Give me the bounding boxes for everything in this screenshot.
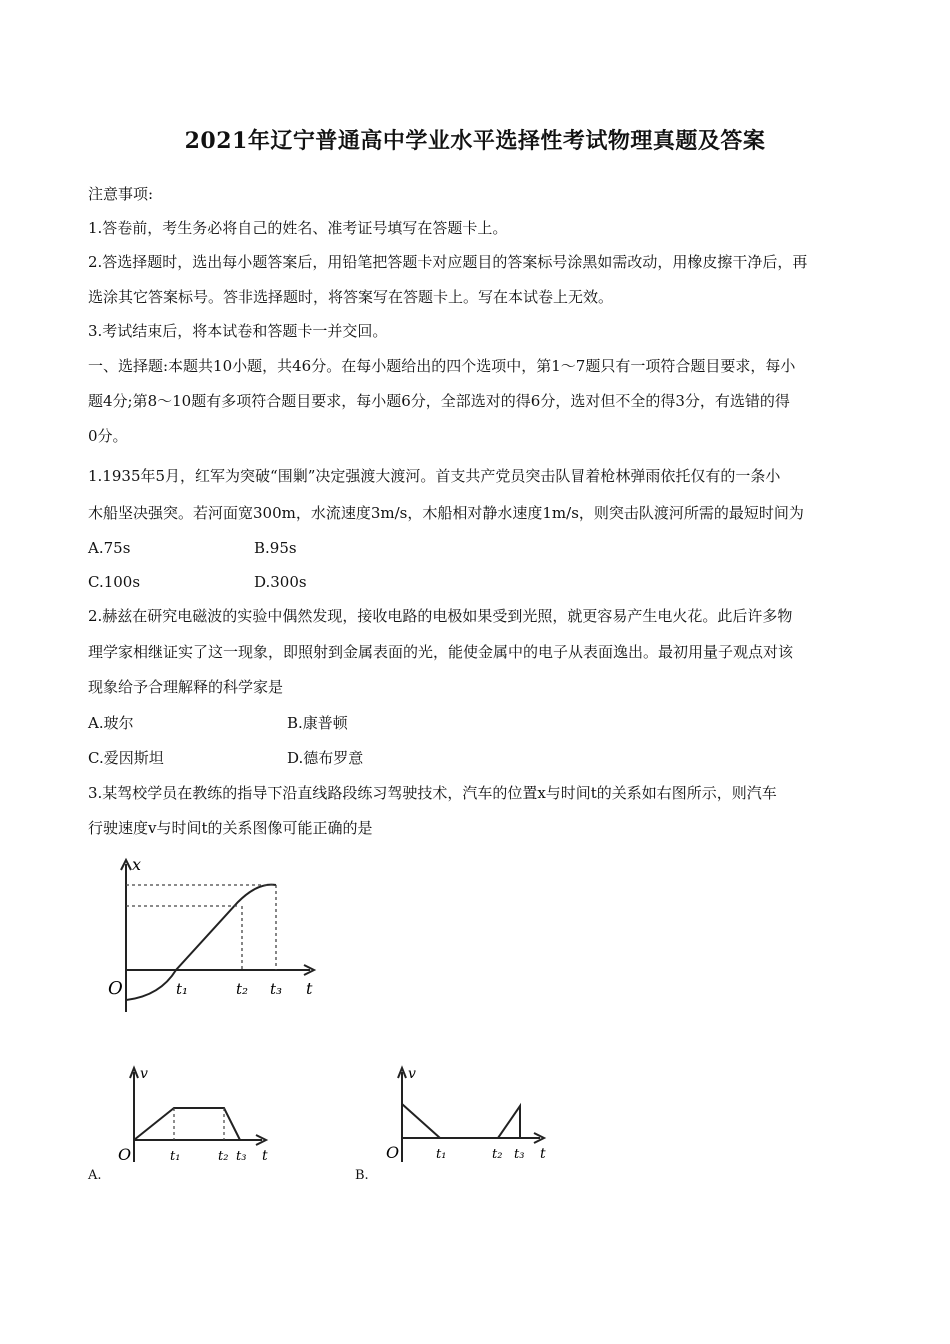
v-axis-label: v bbox=[140, 1066, 148, 1082]
q3-option-a-graph bbox=[112, 1062, 282, 1170]
origin-label: O bbox=[386, 1143, 400, 1162]
t2-label: t₂ bbox=[492, 1147, 503, 1162]
q1-line1: 1.1935年5月，红军为突破“围剿”决定强渡大渡河。首支共产党员突击队冒着枪林弹雨依托仅有的一条小 bbox=[88, 467, 781, 485]
t2-label: t₂ bbox=[218, 1149, 229, 1164]
q3-xt-graph bbox=[100, 852, 340, 1022]
notice-heading: 注意事项: bbox=[88, 185, 154, 203]
section1-line1: 一、选择题:本题共10小题，共46分。在每小题给出的四个选项中，第1～7题只有一项符合题目要求，每小 bbox=[88, 357, 796, 375]
t3-label: t₃ bbox=[270, 980, 283, 998]
q2-option-b: B.康普顿 bbox=[287, 714, 348, 732]
notice-item-2b: 选涂其它答案标号。答非选择题时，将答案写在答题卡上。写在本试卷上无效。 bbox=[88, 288, 614, 306]
xt-curve bbox=[126, 885, 276, 1000]
t-axis-label: t bbox=[306, 979, 313, 998]
q3-option-a-label: A. bbox=[88, 1168, 102, 1183]
q2-option-a: A.玻尔 bbox=[88, 714, 134, 732]
q2-option-d: D.德布罗意 bbox=[287, 749, 364, 767]
vt-curve-a bbox=[134, 1108, 240, 1140]
q1-option-d: D.300s bbox=[254, 573, 307, 591]
origin-label: O bbox=[118, 1145, 132, 1164]
t1-label: t₁ bbox=[170, 1149, 181, 1164]
q3-line2: 行驶速度v与时间t的关系图像可能正确的是 bbox=[88, 819, 373, 837]
origin-label: O bbox=[108, 978, 123, 999]
notice-item-3: 3.考试结束后，将本试卷和答题卡一并交回。 bbox=[88, 322, 388, 340]
v-axis-label: v bbox=[408, 1066, 416, 1082]
t3-label: t₃ bbox=[514, 1147, 525, 1162]
q2-option-c: C.爱因斯坦 bbox=[88, 749, 164, 767]
notice-item-2a: 2.答选择题时，选出每小题答案后，用铅笔把答题卡对应题目的答案标号涂黑如需改动，用橡皮擦干净后，再 bbox=[88, 253, 808, 271]
t2-label: t₂ bbox=[236, 980, 249, 998]
section1-line3: 0分。 bbox=[88, 427, 128, 445]
notice-item-1: 1.答卷前，考生务必将自己的姓名、准考证号填写在答题卡上。 bbox=[88, 219, 508, 237]
t1-label: t₁ bbox=[176, 980, 189, 998]
q1-option-c: C.100s bbox=[88, 573, 141, 591]
page-title: 2021年辽宁普通高中学业水平选择性考试物理真题及答案 bbox=[184, 128, 766, 154]
section1-line2: 题4分;第8～10题有多项符合题目要求，每小题6分，全部选对的得6分，选对但不全的得3分，有选错的得 bbox=[88, 392, 790, 410]
t-axis-label: t bbox=[262, 1148, 268, 1164]
q2-line2: 理学家相继证实了这一现象，即照射到金属表面的光，能使金属中的电子从表面逸出。最初用量子观点对该 bbox=[88, 643, 794, 661]
q3-line1: 3.某驾校学员在教练的指导下沿直线路段练习驾驶技术，汽车的位置x与时间t的关系如右图所示，则汽车 bbox=[88, 784, 777, 802]
q1-line2: 木船坚决强突。若河面宽300m，水流速度3m/s，木船相对静水速度1m/s，则突击队渡河所需的最短时间为 bbox=[88, 504, 804, 522]
t-axis-label: t bbox=[540, 1146, 546, 1162]
vt-curve-b bbox=[402, 1104, 520, 1138]
t1-label: t₁ bbox=[436, 1147, 447, 1162]
q3-option-b-graph bbox=[380, 1062, 560, 1170]
q2-line1: 2.赫兹在研究电磁波的实验中偶然发现，接收电路的电极如果受到光照，就更容易产生电火花。此后许多物 bbox=[88, 607, 793, 625]
q1-option-b: B.95s bbox=[254, 539, 297, 557]
q1-option-a: A.75s bbox=[88, 539, 131, 557]
t3-label: t₃ bbox=[236, 1149, 247, 1164]
q2-line3: 现象给予合理解释的科学家是 bbox=[88, 678, 284, 696]
q3-option-b-label: B. bbox=[355, 1168, 369, 1183]
x-axis-label: x bbox=[132, 855, 142, 874]
